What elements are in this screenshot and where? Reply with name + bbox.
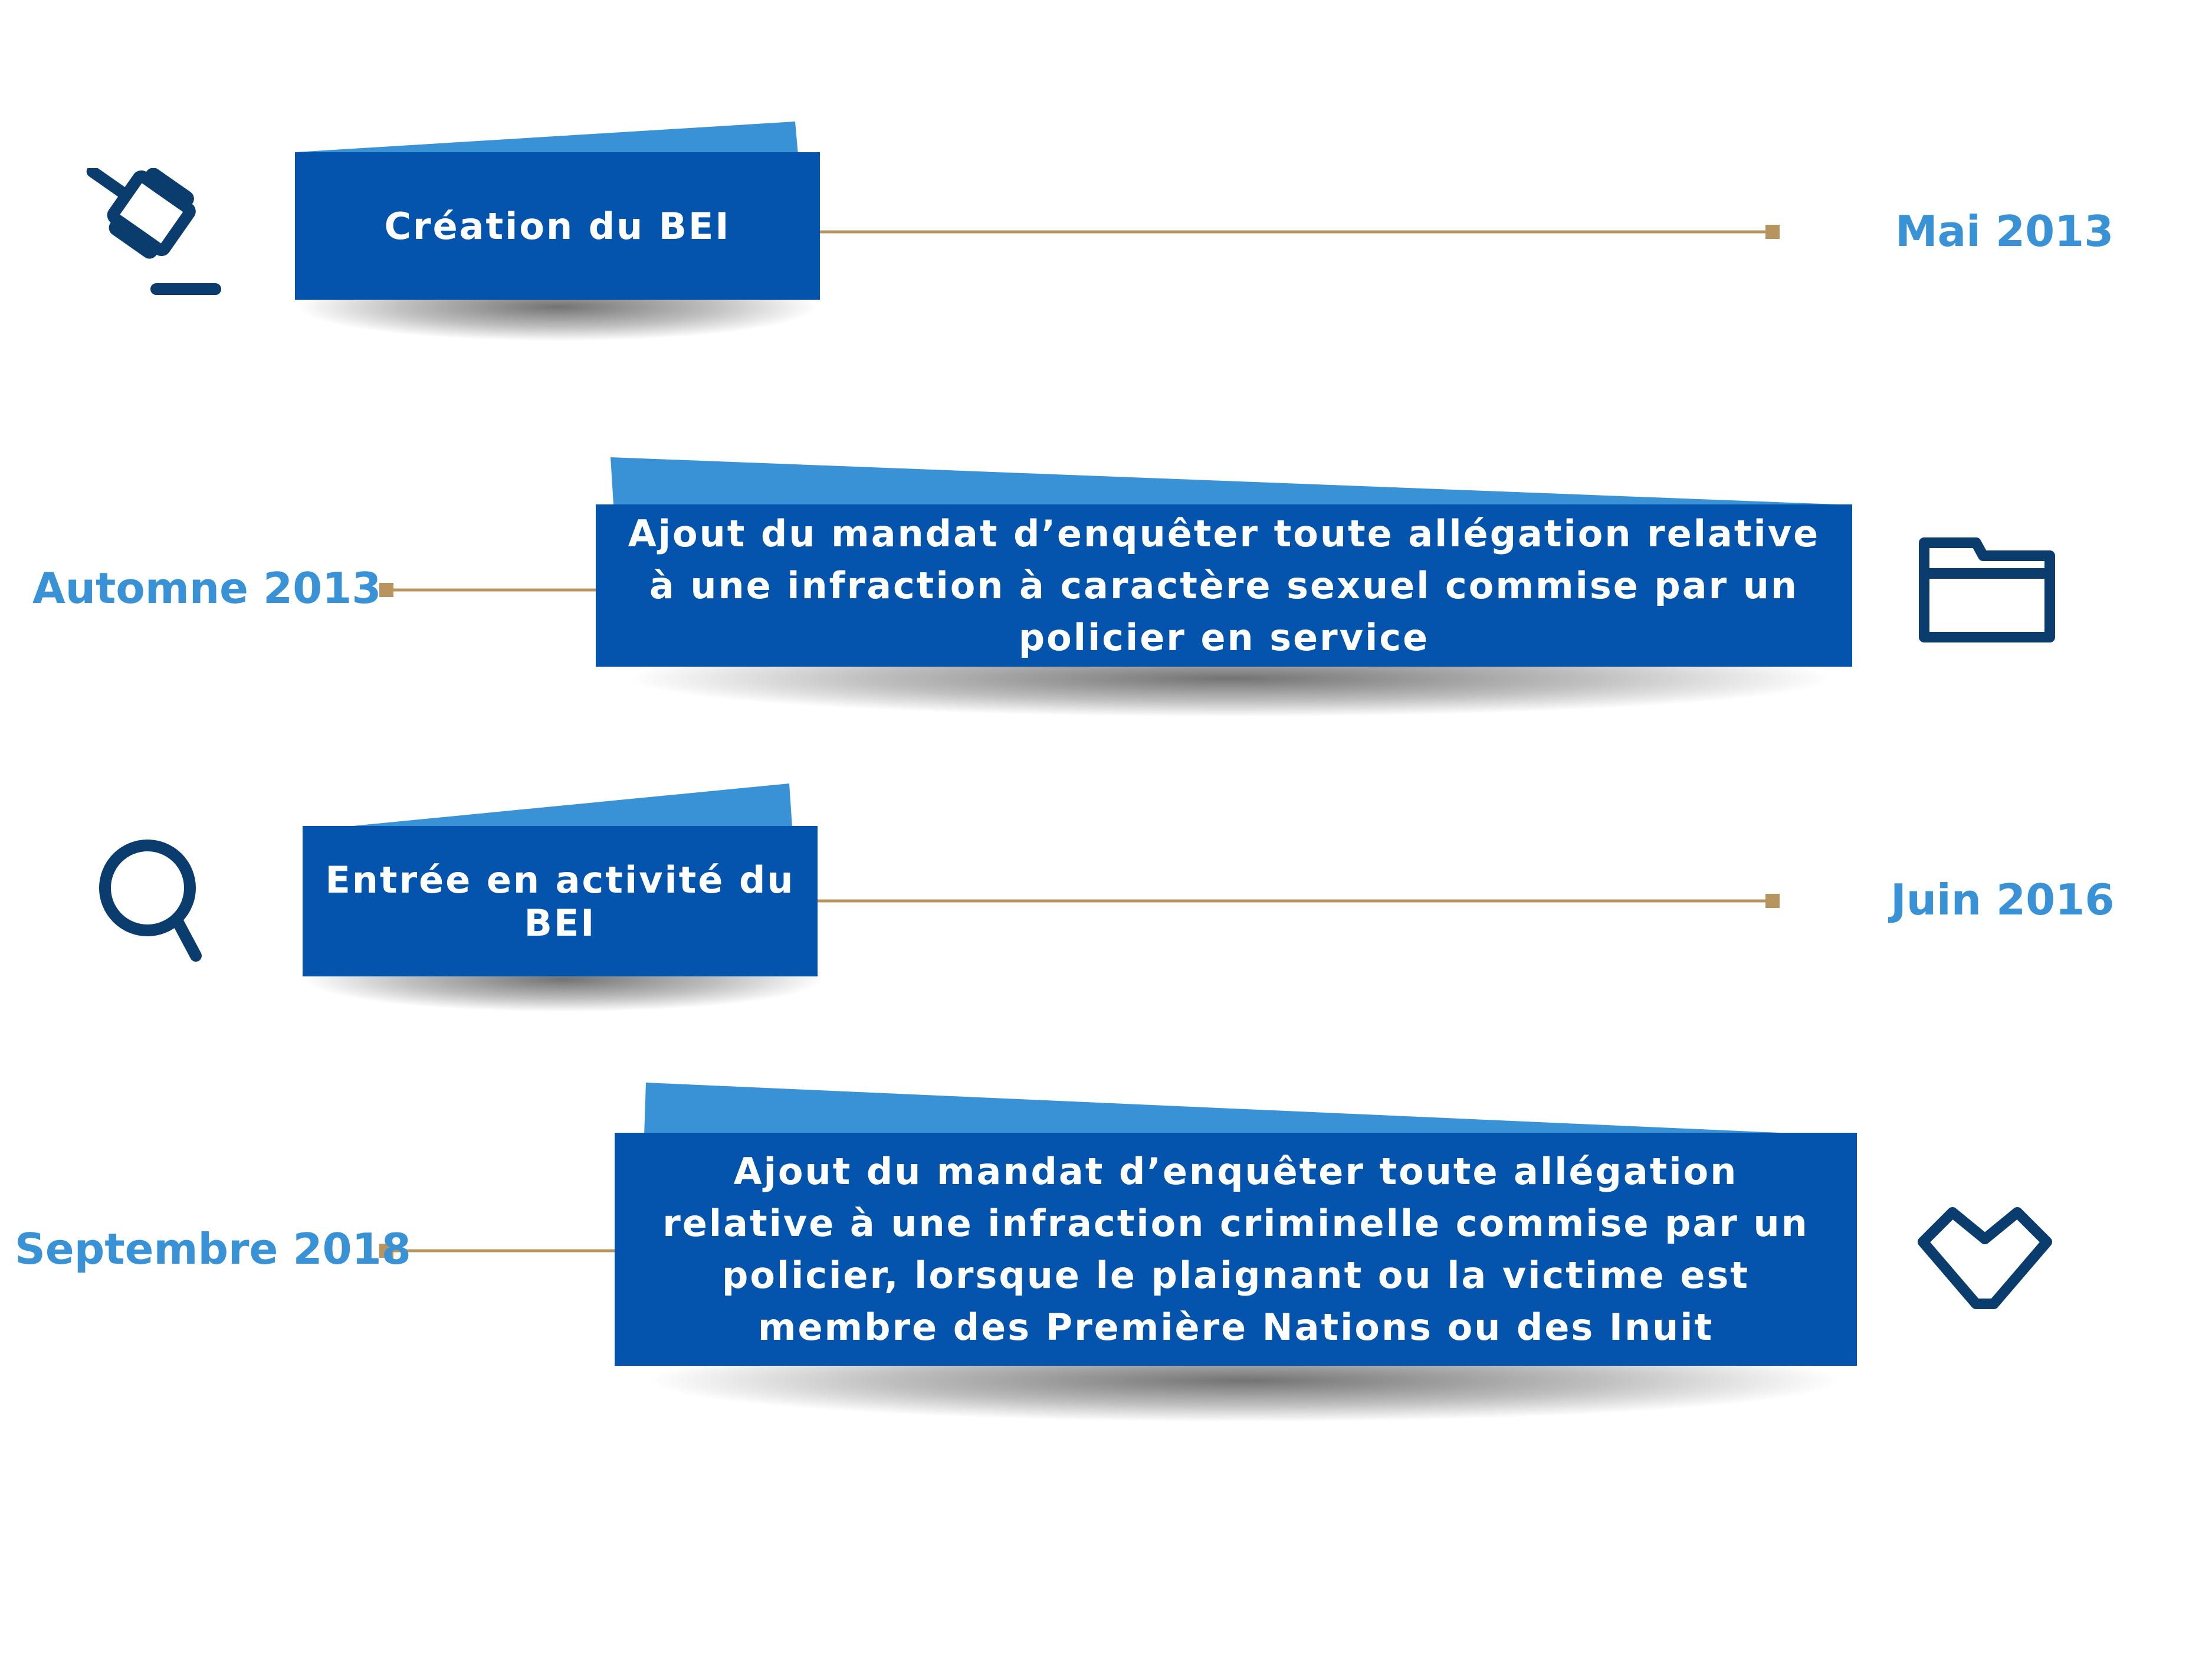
connector-1 bbox=[817, 225, 1780, 239]
connector-4 bbox=[379, 1244, 616, 1258]
heart-icon bbox=[1914, 1192, 2056, 1310]
event-card-1 bbox=[295, 152, 820, 300]
event-description: Ajout du mandat d’enquêter toute allégation relative à une infraction criminelle commise par un policier, lorsque le plaignant ou la victime est membre des Première Nations ou des Inuit bbox=[662, 1149, 1809, 1349]
card-flap bbox=[304, 783, 792, 831]
event-description: Création du BEI bbox=[384, 204, 731, 248]
event-date-1: Mai 2013 bbox=[1895, 206, 2114, 256]
folder-icon bbox=[1917, 531, 2059, 649]
event-description: Entrée en activité du BEI bbox=[325, 858, 795, 945]
event-card-3 bbox=[303, 826, 818, 976]
event-date-3: Juin 2016 bbox=[1891, 875, 2115, 924]
event-date-4: Septembre 2018 bbox=[15, 1224, 411, 1274]
card-flap bbox=[611, 457, 1837, 504]
event-card-2 bbox=[596, 504, 1852, 667]
event-description: Ajout du mandat d’enquêter toute allégation relative à une infraction à caractère sexuel commise par un policier en service bbox=[628, 512, 1820, 659]
magnifier-icon bbox=[94, 832, 212, 968]
event-date-2: Automne 2013 bbox=[32, 563, 382, 613]
event-card-4 bbox=[615, 1133, 1857, 1366]
card-flap bbox=[295, 122, 798, 155]
card-flap bbox=[644, 1083, 1846, 1136]
connector-3 bbox=[817, 894, 1780, 908]
gavel-icon bbox=[74, 168, 227, 304]
connector-2 bbox=[379, 583, 599, 597]
